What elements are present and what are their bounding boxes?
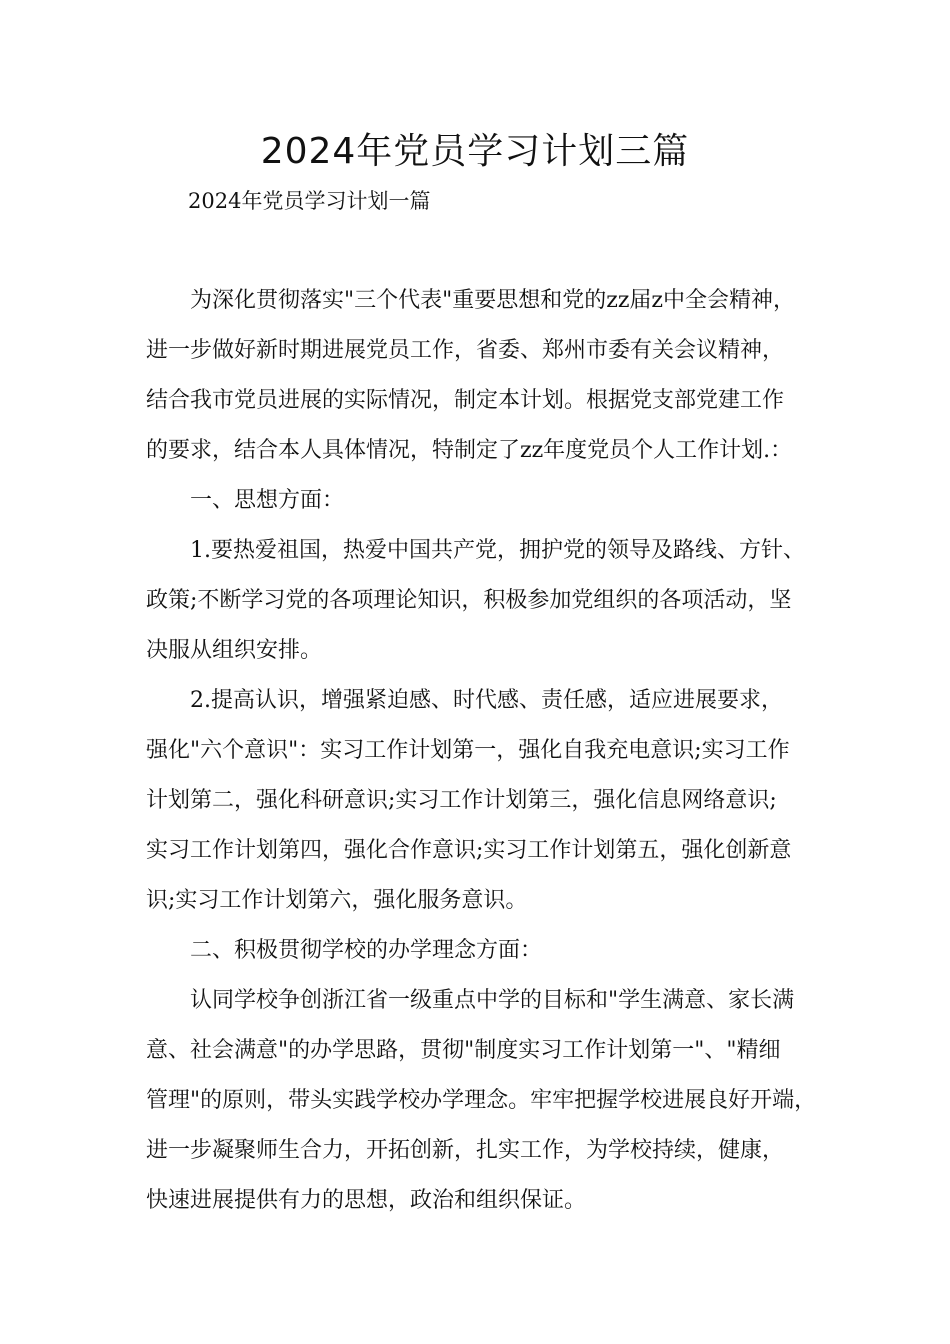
paragraph-line: 的要求，结合本人具体情况，特制定了zz年度党员个人工作计划.： <box>146 438 793 463</box>
paragraph-line: 实习工作计划第四，强化合作意识;实习工作计划第五，强化创新意 <box>146 838 792 863</box>
paragraph-line: 认同学校争创浙江省一级重点中学的目标和"学生满意、家长满 <box>190 988 795 1013</box>
paragraph-line: 强化"六个意识"：实习工作计划第一，强化自我充电意识;实习工作 <box>146 738 790 763</box>
section-heading: 一、思想方面： <box>190 488 345 513</box>
paragraph-line: 意、社会满意"的办学思路，贯彻"制度实习工作计划第一"、"精细 <box>146 1038 781 1063</box>
paragraph-line: 决服从组织安排。 <box>146 638 323 663</box>
paragraph-line: 为深化贯彻落实"三个代表"重要思想和党的zz届z中全会精神， <box>190 288 796 313</box>
paragraph-line: 管理"的原则，带头实践学校办学理念。牢牢把握学校进展良好开端， <box>146 1088 817 1113</box>
paragraph-line: 1.要热爱祖国，热爱中国共产党，拥护党的领导及路线、方针、 <box>190 538 805 563</box>
paragraph-line: 进一步做好新时期进展党员工作，省委、郑州市委有关会议精神， <box>146 338 785 363</box>
paragraph-line: 结合我市党员进展的实际情况，制定本计划。根据党支部党建工作 <box>146 388 785 413</box>
section-heading: 二、积极贯彻学校的办学理念方面： <box>190 938 543 963</box>
document-subtitle: 2024年党员学习计划一篇 <box>188 189 431 213</box>
paragraph-line: 政策;不断学习党的各项理论知识，积极参加党组织的各项活动，坚 <box>146 588 792 613</box>
paragraph-line: 快速进展提供有力的思想，政治和组织保证。 <box>146 1188 587 1213</box>
document-title: 2024年党员学习计划三篇 <box>260 131 690 172</box>
paragraph-line: 2.提高认识，增强紧迫感、时代感、责任感，适应进展要求， <box>190 688 783 713</box>
paragraph-line: 进一步凝聚师生合力，开拓创新，扎实工作，为学校持续，健康， <box>146 1138 785 1163</box>
paragraph-line: 识;实习工作计划第六，强化服务意识。 <box>146 888 528 913</box>
paragraph-line: 计划第二，强化科研意识;实习工作计划第三，强化信息网络意识; <box>146 788 777 813</box>
